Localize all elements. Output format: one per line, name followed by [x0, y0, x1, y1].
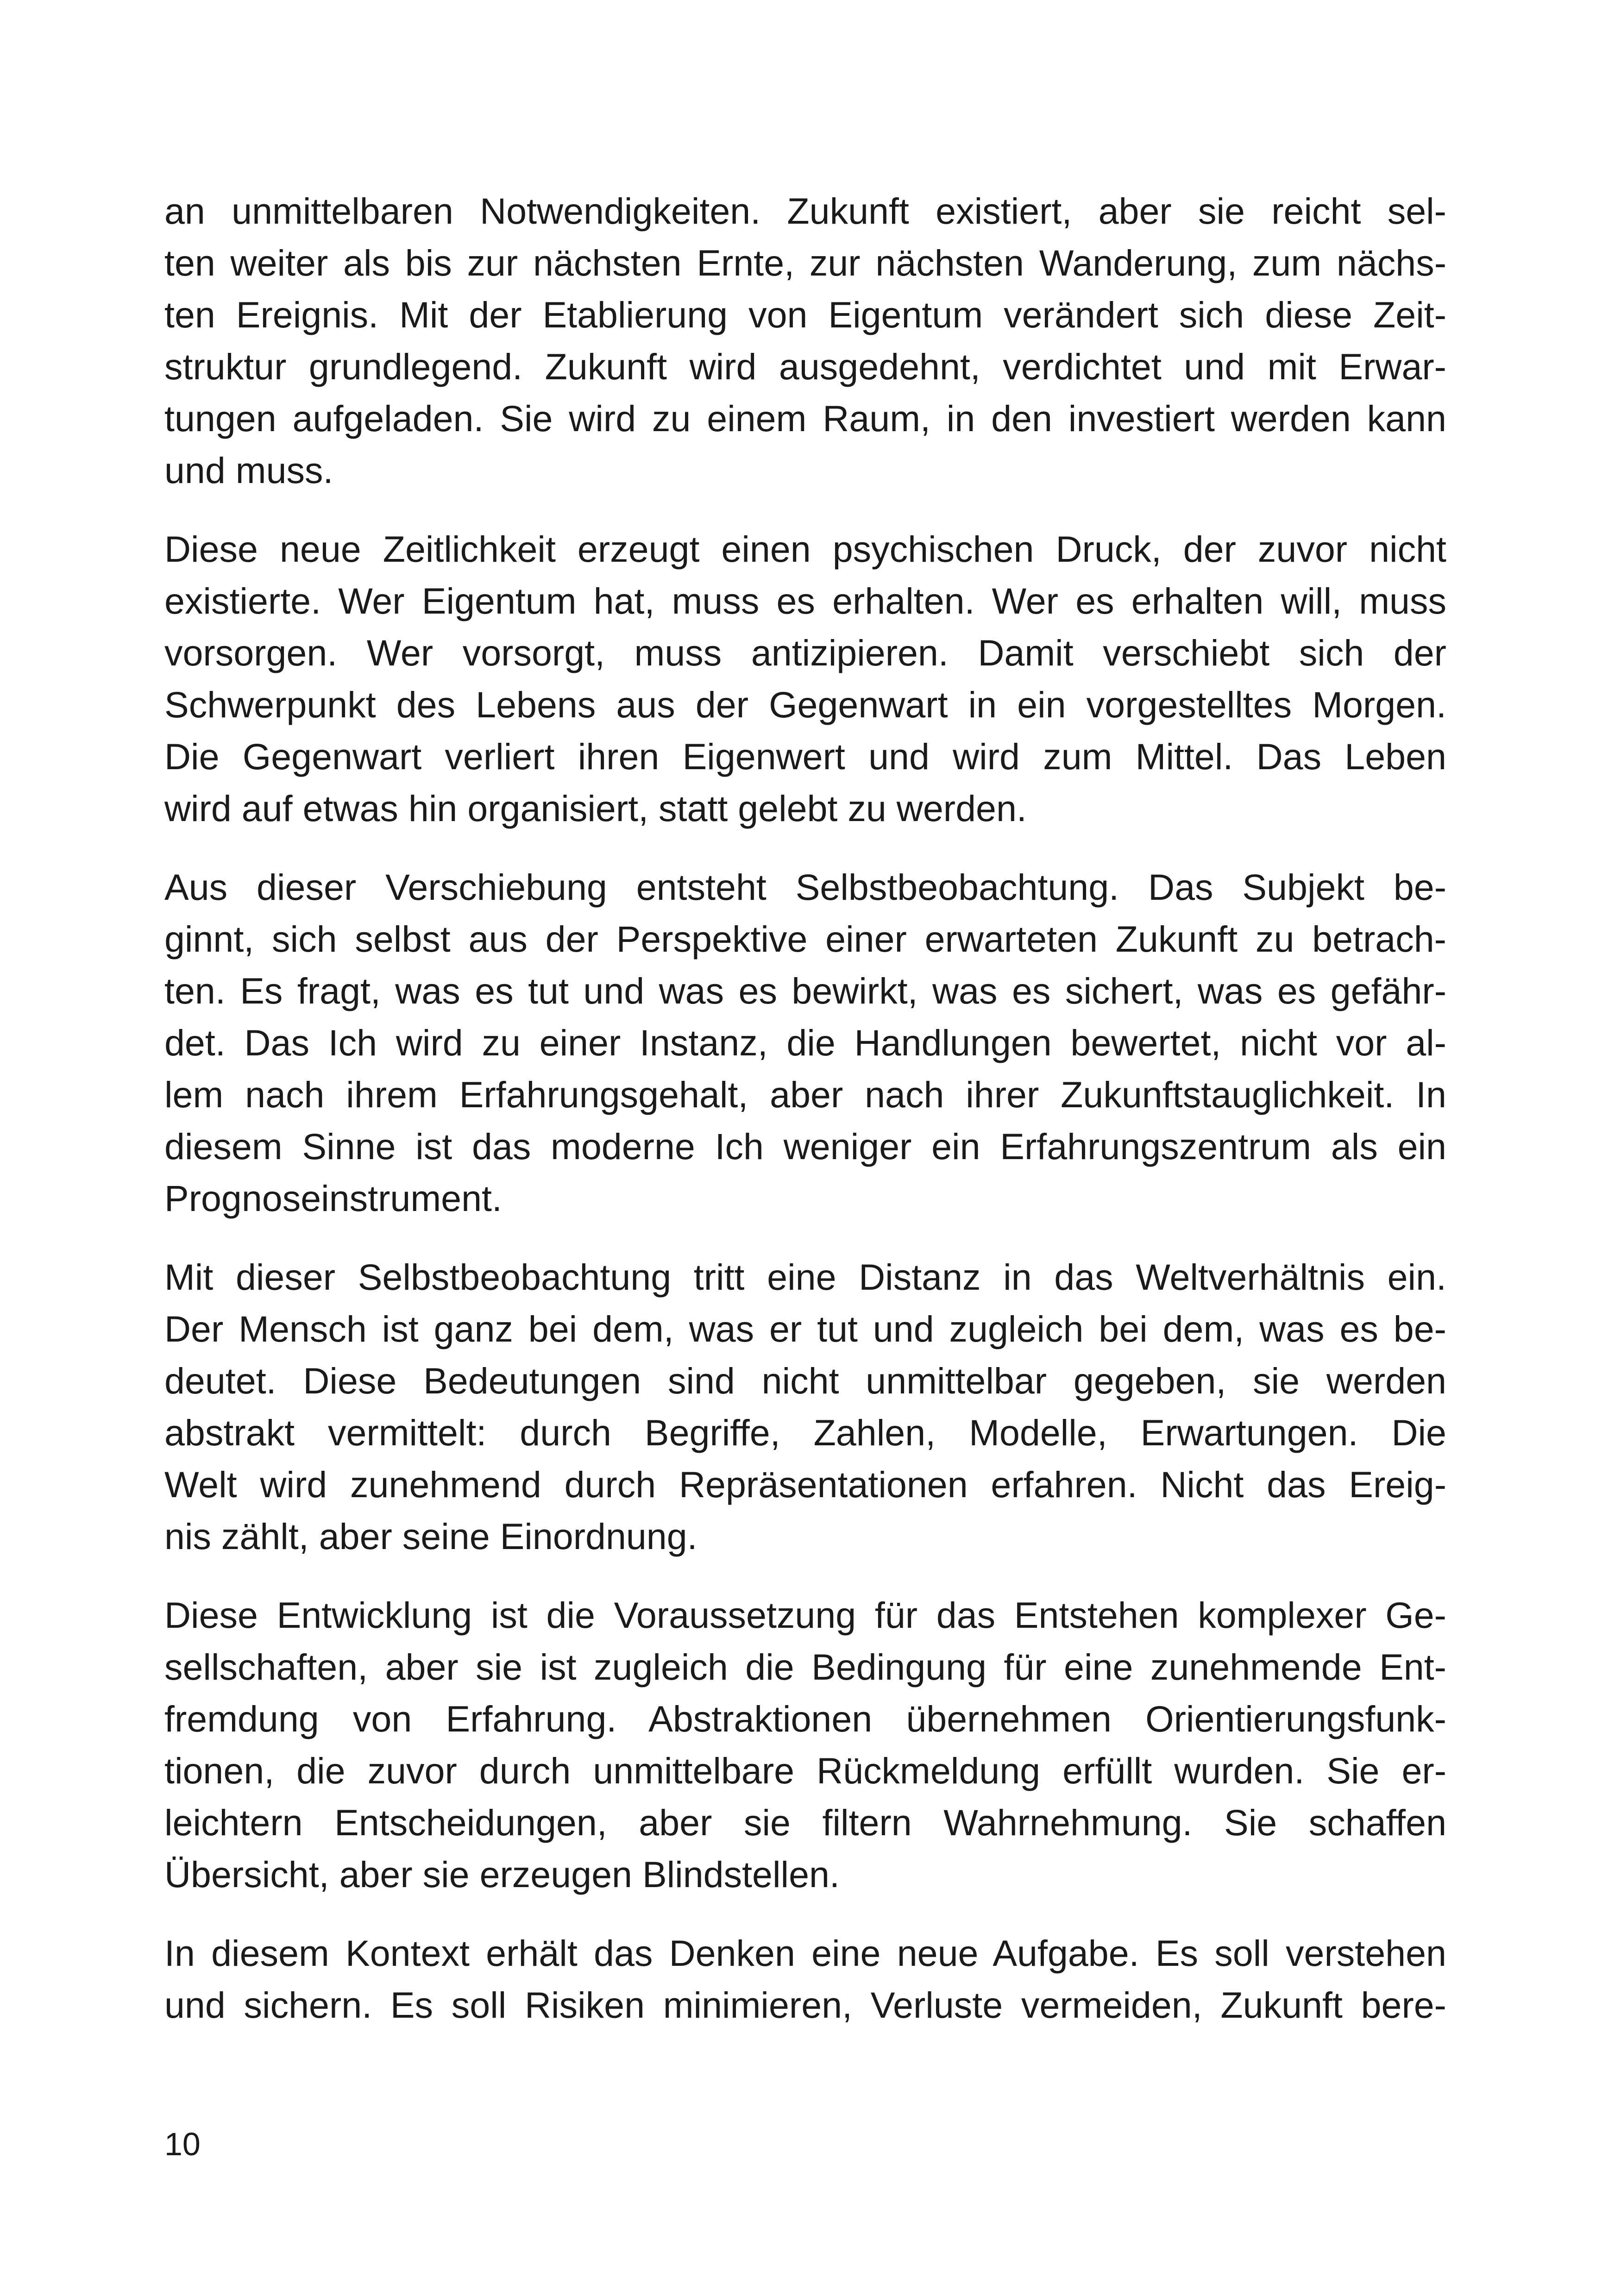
- text-line: Mit dieser Selbstbeobachtung tritt eine Distanz in das Weltverhältnis ein.: [164, 1256, 1446, 1298]
- text-line: wird auf etwas hin organisiert, statt gelebt zu werden.: [164, 788, 1027, 829]
- text-line: diesem Sinne ist das moderne Ich weniger ein Erfahrungszentrum als ein: [164, 1126, 1446, 1167]
- text-line: ten weiter als bis zur nächsten Ernte, zur nächsten Wanderung, zum nächs-: [164, 242, 1446, 283]
- text-line: vorsorgen. Wer vorsorgt, muss antizipieren. Damit verschiebt sich der: [164, 632, 1446, 673]
- text-line: sellschaften, aber sie ist zugleich die Bedingung für eine zunehmende Ent-: [164, 1646, 1446, 1687]
- text-line: tionen, die zuvor durch unmittelbare Rückmeldung erfüllt wurden. Sie er-: [164, 1750, 1446, 1791]
- text-line: und sichern. Es soll Risiken minimieren, Verluste vermeiden, Zukunft bere-: [164, 1984, 1446, 2026]
- text-line: ten Ereignis. Mit der Etablierung von Eigentum verändert sich diese Zeit-: [164, 294, 1446, 335]
- text-line: Die Gegenwart verliert ihren Eigenwert und wird zum Mittel. Das Leben: [164, 736, 1446, 777]
- text-line: Schwerpunkt des Lebens aus der Gegenwart in ein vorgestelltes Morgen.: [164, 684, 1446, 725]
- text-line: Diese neue Zeitlichkeit erzeugt einen psychischen Druck, der zuvor nicht: [164, 528, 1446, 570]
- text-line: Aus dieser Verschiebung entsteht Selbstbeobachtung. Das Subjekt be-: [164, 866, 1446, 908]
- text-line: an unmittelbaren Notwendigkeiten. Zukunft existiert, aber sie reicht sel-: [164, 190, 1446, 232]
- text-line: Prognoseinstrument.: [164, 1178, 502, 1219]
- text-line: abstrakt vermittelt: durch Begriffe, Zahlen, Modelle, Erwartungen. Die: [164, 1412, 1446, 1453]
- paragraph: [164, 523, 1446, 834]
- text-line: Übersicht, aber sie erzeugen Blindstellen.: [164, 1854, 840, 1895]
- text-line: Welt wird zunehmend durch Repräsentationen erfahren. Nicht das Ereig-: [164, 1464, 1446, 1505]
- text-line: leichtern Entscheidungen, aber sie filtern Wahrnehmung. Sie schaffen: [164, 1802, 1446, 1843]
- paragraph: [164, 1589, 1446, 1901]
- text-line: fremdung von Erfahrung. Abstraktionen übernehmen Orientierungsfunk-: [164, 1698, 1446, 1739]
- text-line: Diese Entwicklung ist die Voraussetzung für das Entstehen komplexer Ge-: [164, 1594, 1446, 1636]
- paragraph: [164, 1251, 1446, 1562]
- text-line: und muss.: [164, 450, 333, 491]
- page-number: 10: [164, 2126, 201, 2162]
- text-line: ten. Es fragt, was es tut und was es bewirkt, was es sichert, was es gefähr-: [164, 970, 1446, 1011]
- text-line: det. Das Ich wird zu einer Instanz, die Handlungen bewertet, nicht vor al-: [164, 1022, 1446, 1063]
- text-line: struktur grundlegend. Zukunft wird ausgedehnt, verdichtet und mit Erwar-: [164, 346, 1446, 387]
- text-line: nis zählt, aber seine Einordnung.: [164, 1516, 697, 1557]
- text-line: Der Mensch ist ganz bei dem, was er tut und zugleich bei dem, was es be-: [164, 1308, 1446, 1349]
- paragraph: [164, 861, 1446, 1224]
- text-line: tungen aufgeladen. Sie wird zu einem Raum, in den investiert werden kann: [164, 398, 1446, 439]
- text-line: ginnt, sich selbst aus der Perspektive einer erwarteten Zukunft zu betrach-: [164, 918, 1446, 960]
- text-line: In diesem Kontext erhält das Denken eine neue Aufgabe. Es soll verstehen: [164, 1932, 1446, 1974]
- body-text: [164, 185, 1446, 2058]
- paragraph: [164, 185, 1446, 496]
- text-line: deutet. Diese Bedeutungen sind nicht unmittelbar gegeben, sie werden: [164, 1360, 1446, 1401]
- paragraph: [164, 1927, 1446, 2031]
- text-line: existierte. Wer Eigentum hat, muss es erhalten. Wer es erhalten will, muss: [164, 580, 1446, 621]
- text-line: lem nach ihrem Erfahrungsgehalt, aber nach ihrer Zukunftstauglichkeit. In: [164, 1074, 1446, 1115]
